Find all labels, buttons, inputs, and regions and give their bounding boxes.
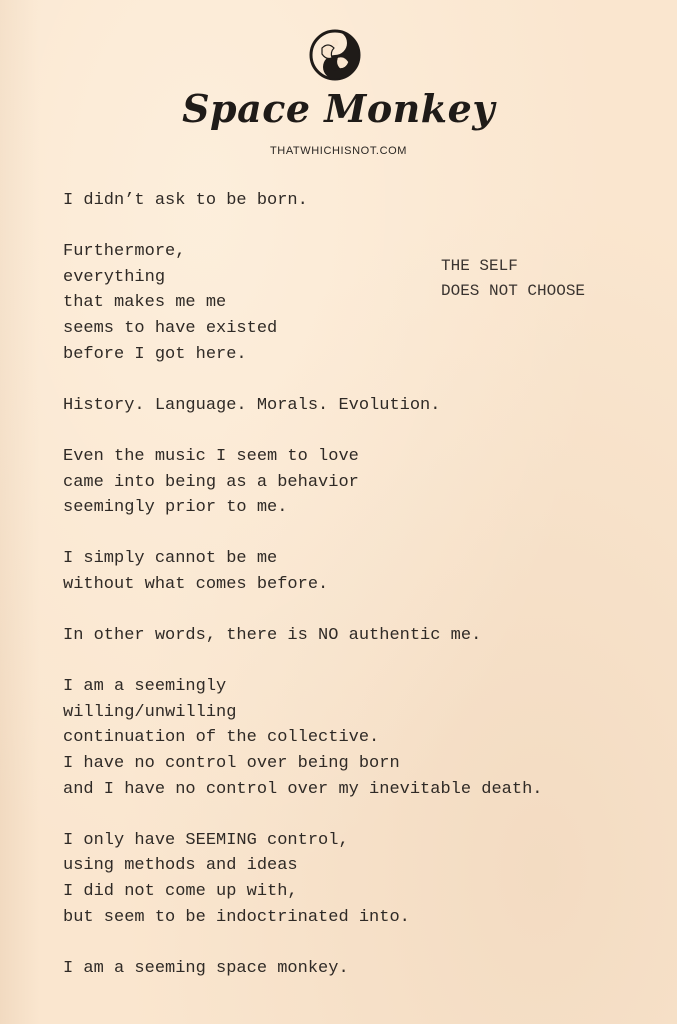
stanza: [63, 188, 623, 214]
poem-line: but seem to be indoctrinated into.: [63, 907, 410, 927]
poem-line: I am a seeming space monkey.: [63, 958, 349, 978]
poem-line: everything: [63, 267, 166, 287]
poem-line: that makes me me: [63, 293, 227, 313]
poem-line: without what comes before.: [63, 574, 329, 594]
stanza: [63, 956, 623, 982]
poem-line: I simply cannot be me: [63, 549, 278, 569]
poem-line: I did not come up with,: [63, 882, 298, 902]
stanza: [63, 623, 623, 649]
poem-line: I am a seemingly: [63, 677, 227, 697]
poem-line: came into being as a behavior: [63, 472, 359, 492]
poem-line: In other words, there is NO authentic me.: [63, 626, 482, 646]
poem-line: I only have SEEMING control,: [63, 830, 349, 850]
stanza: [63, 674, 623, 802]
poem-line: before I got here.: [63, 344, 247, 364]
poem-line: continuation of the collective.: [63, 728, 380, 748]
poem-line: I didn’t ask to be born.: [63, 191, 308, 210]
stanza: [63, 239, 623, 367]
poem-line: and I have no control over my inevitable death.: [63, 779, 543, 799]
stanza: [63, 546, 623, 597]
poem-line: History. Language. Morals. Evolution.: [63, 395, 441, 415]
side-caption-line: DOES NOT CHOOSE: [441, 282, 586, 300]
poem-line: using methods and ideas: [63, 856, 298, 876]
side-caption-line: THE SELF: [441, 257, 518, 275]
poem-line: seemingly prior to me.: [63, 498, 288, 518]
stanza: [63, 393, 623, 419]
site-url: THATWHICHISNOT.COM: [269, 145, 408, 157]
poem-line: Furthermore,: [63, 242, 186, 262]
poem-line: Even the music I seem to love: [63, 446, 359, 466]
poem-body: [63, 188, 623, 1007]
yin-yang-monkey-icon: [308, 28, 362, 82]
header: [0, 0, 677, 170]
poem-line: seems to have existed: [63, 318, 278, 338]
poem-line: willing/unwilling: [63, 702, 237, 722]
brand-title: Space Monkey: [182, 86, 495, 131]
poem-line: I have no control over being born: [63, 754, 400, 774]
stanza: [63, 828, 623, 930]
stanza: [63, 444, 623, 521]
